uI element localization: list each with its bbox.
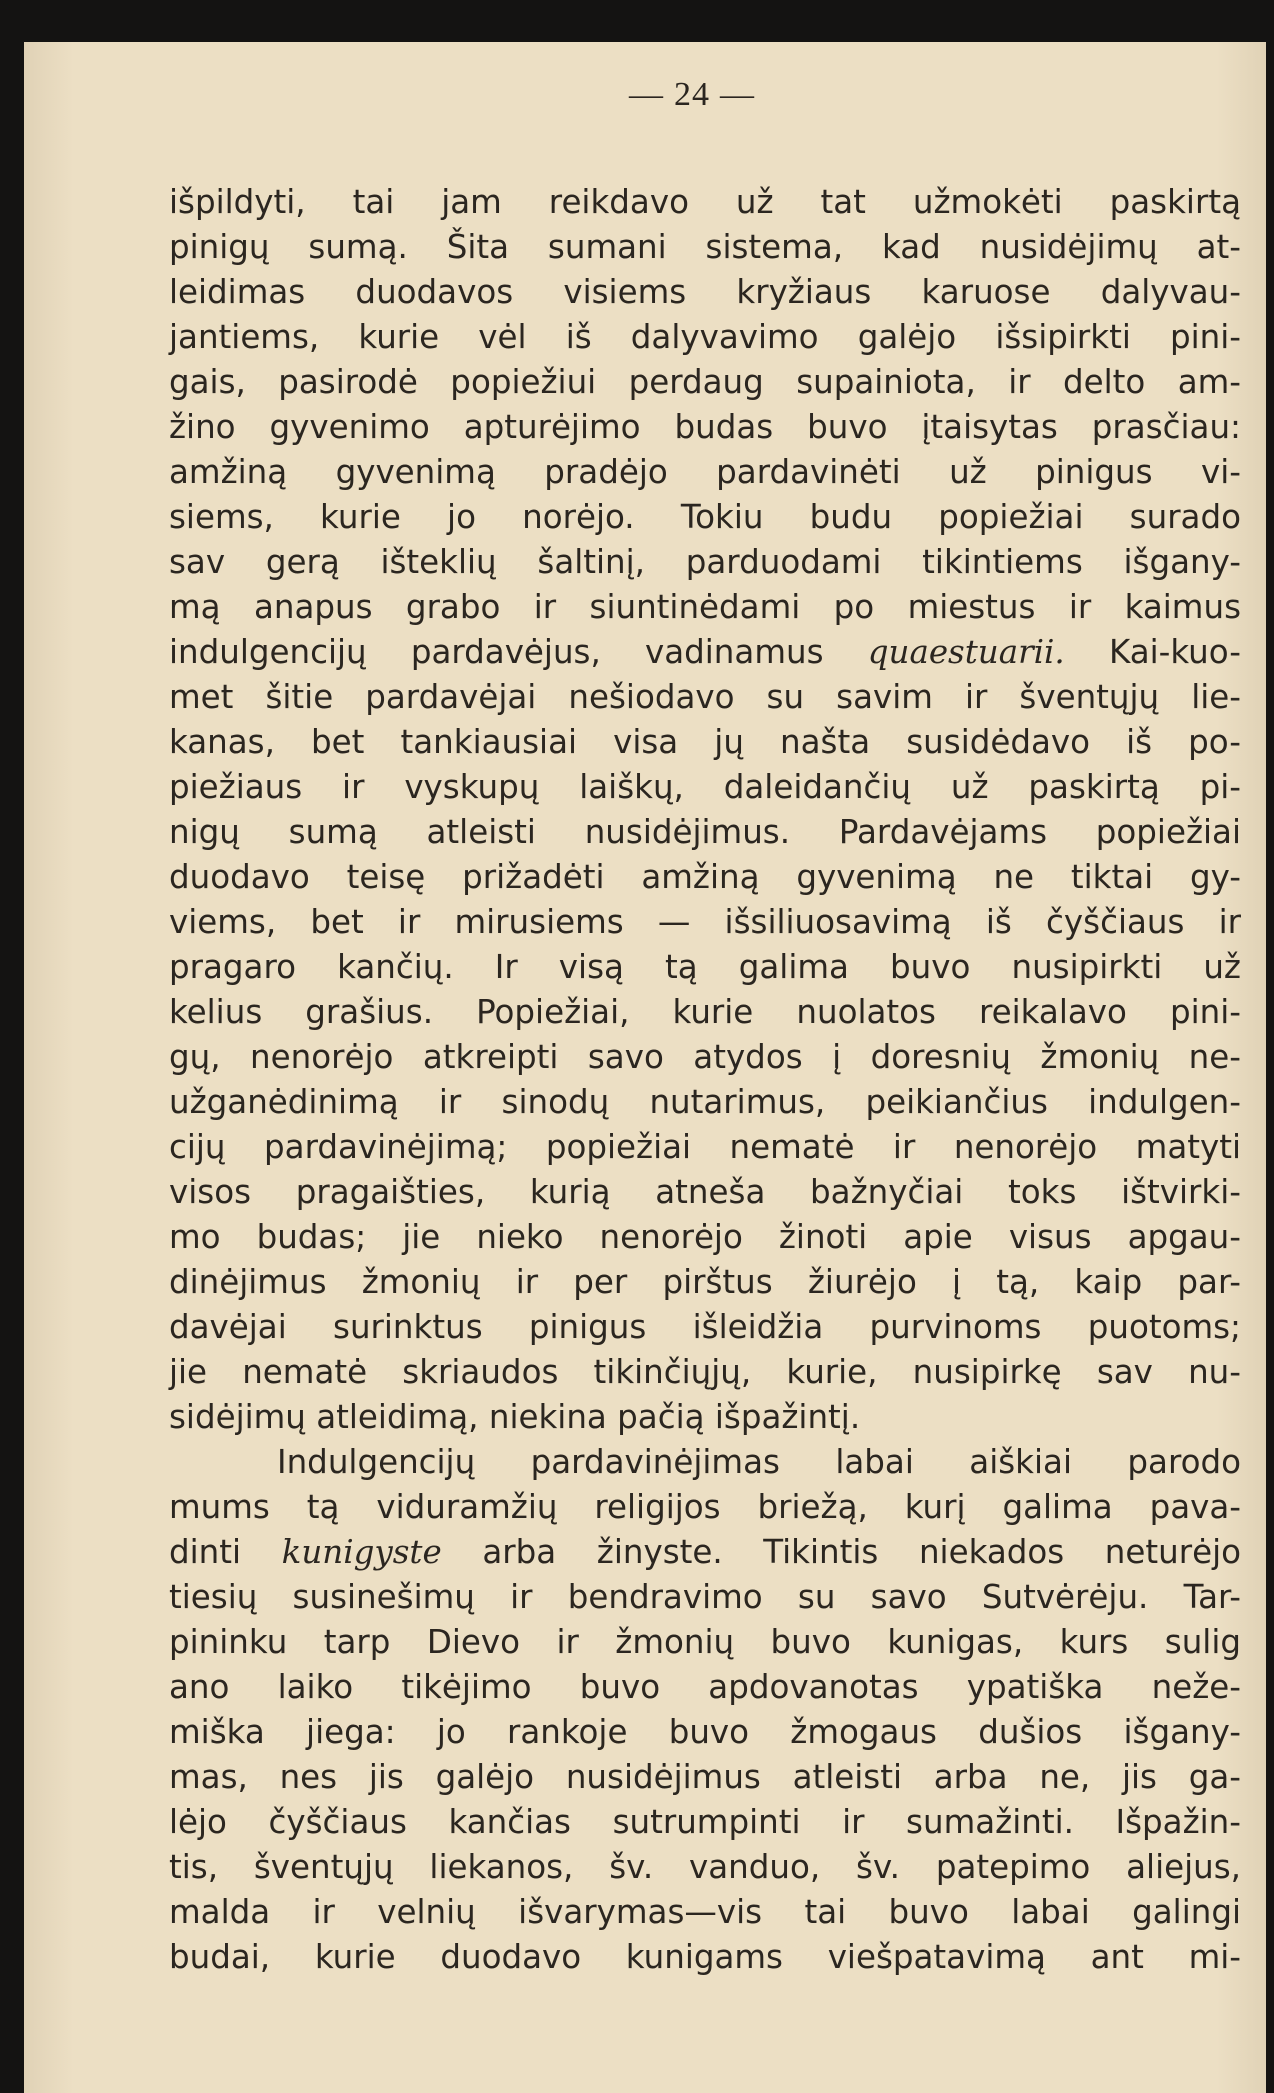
text-line: pragaro kančių. Ir visą tą galima buvo nusipirkti už [169, 948, 1241, 986]
text-line: mą anapus grabo ir siuntinėdami po miestus ir kaimus [169, 588, 1241, 626]
page-number-dash-right: — [720, 76, 755, 113]
text-line: kanas, bet tankiausiai visa jų našta susidėdavo iš po- [169, 723, 1241, 761]
text-line: budai, kurie duodavo kunigams viešpatavimą ant mi- [169, 1938, 1241, 1976]
text-line: duodavo teisę prižadėti amžiną gyvenimą ne tiktai gy- [169, 858, 1241, 896]
text-line: leidimas duodavos visiems kryžiaus karuose dalyvau- [169, 273, 1241, 311]
text-segment: dinti [169, 1533, 282, 1571]
text-line: pininku tarp Dievo ir žmonių buvo kunigas, kurs sulig [169, 1623, 1241, 1661]
text-line: sidėjimų atleidimą, niekina pačią išpažintį. [169, 1398, 861, 1436]
text-line: gų, nenorėjo atkreipti savo atydos į doresnių žmonių ne- [169, 1038, 1241, 1076]
text-line: sav gerą išteklių šaltinį, parduodami tikintiems išgany- [169, 543, 1241, 581]
text-line: miška jiega: jo rankoje buvo žmogaus dušios išgany- [169, 1713, 1241, 1751]
paragraph-2 [169, 1440, 1241, 1980]
text-line: visos pragaišties, kurią atneša bažnyčiai toks ištvirki- [169, 1173, 1241, 1211]
text-line: lėjo čyščiaus kančias sutrumpinti ir sumažinti. Išpažin- [169, 1803, 1241, 1841]
text-line: cijų pardavinėjimą; popiežiai nematė ir nenorėjo matyti [169, 1128, 1241, 1166]
latin-term-quaestuarii: quaestuarii. [867, 633, 1065, 671]
page-number-dash-left: — [629, 76, 664, 113]
text-line: kelius grašius. Popiežiai, kurie nuolatos reikalavo pini- [169, 993, 1241, 1031]
term-kunigyste: kunigyste [281, 1533, 442, 1571]
text-line: išpildyti, tai jam reikdavo už tat užmokėti paskirtą [169, 183, 1241, 221]
text-line: mums tą viduramžių religijos briežą, kurį galima pava- [169, 1488, 1241, 1526]
body-text [169, 180, 1241, 1980]
text-segment: arba žinyste. Tikintis niekados neturėjo [441, 1533, 1241, 1571]
text-line: ano laiko tikėjimo buvo apdovanotas ypatiška neže- [169, 1668, 1241, 1706]
text-line: užganėdinimą ir sinodų nutarimus, peikiančius indulgen- [169, 1083, 1241, 1121]
text-line [169, 630, 1241, 675]
text-segment: Kai-kuo- [1064, 633, 1241, 671]
text-line: jie nematė skriaudos tikinčiųjų, kurie, nusipirkę sav nu- [169, 1353, 1241, 1391]
text-line: žino gyvenimo apturėjimo budas buvo įtaisytas prasčiau: [169, 408, 1241, 446]
text-line: tiesių susinešimų ir bendravimo su savo Sutvėrėju. Tar- [169, 1578, 1241, 1616]
text-line: pinigų sumą. Šita sumani sistema, kad nusidėjimų at- [169, 228, 1241, 266]
text-line: piežiaus ir vyskupų laiškų, daleidančių už paskirtą pi- [169, 768, 1241, 806]
text-line: Indulgencijų pardavinėjimas labai aiškiai parodo [277, 1443, 1241, 1481]
text-segment: indulgencijų pardavėjus, vadinamus [169, 633, 868, 671]
page-number: 24 [674, 76, 710, 113]
text-line: mo budas; jie nieko nenorėjo žinoti apie visus apgau- [169, 1218, 1241, 1256]
paragraph-1 [169, 180, 1241, 1440]
text-line: viems, bet ir mirusiems — išsiliuosavimą iš čyščiaus ir [169, 903, 1241, 941]
page-number-header [619, 76, 765, 114]
book-page [24, 42, 1266, 2093]
text-line: dinėjimus žmonių ir per pirštus žiurėjo į tą, kaip par- [169, 1263, 1241, 1301]
text-line: nigų sumą atleisti nusidėjimus. Pardavėjams popiežiai [169, 813, 1241, 851]
text-line: gais, pasirodė popiežiui perdaug supainiota, ir delto am- [169, 363, 1241, 401]
text-line: jantiems, kurie vėl iš dalyvavimo galėjo išsipirkti pini- [169, 318, 1241, 356]
text-line: amžiną gyvenimą pradėjo pardavinėti už pinigus vi- [169, 453, 1241, 491]
text-line: siems, kurie jo norėjo. Tokiu budu popiežiai surado [169, 498, 1241, 536]
text-line [169, 1530, 1241, 1575]
text-line: malda ir velnių išvarymas—vis tai buvo labai galingi [169, 1893, 1241, 1931]
text-line: davėjai surinktus pinigus išleidžia purvinoms puotoms; [169, 1308, 1241, 1346]
text-line: met šitie pardavėjai nešiodavo su savim ir šventųjų lie- [169, 678, 1241, 716]
text-line: mas, nes jis galėjo nusidėjimus atleisti arba ne, jis ga- [169, 1758, 1241, 1796]
text-line: tis, šventųjų liekanos, šv. vanduo, šv. patepimo aliejus, [169, 1848, 1241, 1886]
